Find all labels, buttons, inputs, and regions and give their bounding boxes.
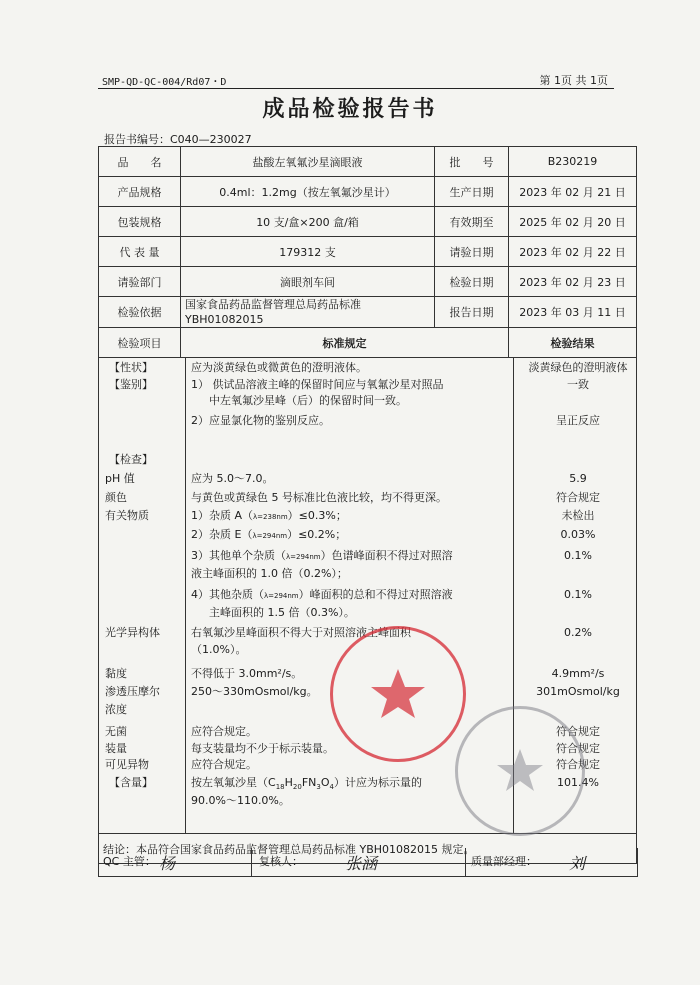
- fill-standard: 每支装量均不少于标示装量。: [191, 742, 334, 755]
- related-name: 有关物质: [105, 509, 149, 522]
- quantity-value: 179312 支: [181, 237, 435, 267]
- assay-result: 101.4%: [557, 776, 599, 789]
- reviewer-label: 复核人：: [259, 855, 303, 868]
- color-standard: 与黄色或黄绿色 5 号标准比色液比较，均不得更深。: [191, 491, 447, 504]
- test-date-label: 检验日期: [435, 267, 509, 297]
- viscosity-name: 黏度: [105, 667, 127, 680]
- quantity-label: 代 表 量: [99, 237, 181, 267]
- appearance-name: 【性状】: [109, 361, 153, 374]
- identification-std-1a: 1） 供试品溶液主峰的保留时间应与氧氟沙星对照品: [191, 378, 444, 391]
- report-number: 报告书编号：C040—230027: [104, 133, 252, 146]
- sterility-result: 符合规定: [556, 725, 600, 738]
- sterility-name: 无菌: [105, 725, 127, 738]
- assay-standard-2: 90.0%～110.0%。: [191, 794, 290, 807]
- name-value: 盐酸左氧氟沙星滴眼液: [181, 147, 435, 177]
- ph-name: pH 值: [105, 472, 135, 485]
- signature-divider-1: [251, 848, 252, 876]
- spec-label: 产品规格: [99, 177, 181, 207]
- row-department: [99, 267, 637, 297]
- signature-divider-2: [465, 848, 466, 876]
- production-date-label: 生产日期: [435, 177, 509, 207]
- assay-name: 【含量】: [109, 776, 153, 789]
- fill-name: 装量: [105, 742, 127, 755]
- qc-signature: 杨: [159, 854, 176, 873]
- package-label: 包装规格: [99, 207, 181, 237]
- qc-label: QC 主管：: [103, 855, 156, 868]
- related-a-standard: 1）杂质 A（λ=238nm）≤0.3%；: [191, 509, 347, 522]
- visible-particles-result: 符合规定: [556, 758, 600, 771]
- row-package: [99, 207, 637, 237]
- ph-standard: 应为 5.0～7.0。: [191, 472, 274, 485]
- osmolality-result: 301mOsmol/kg: [536, 685, 620, 698]
- identification-name: 【鉴别】: [109, 378, 153, 391]
- related-a-result: 未检出: [561, 509, 595, 522]
- color-name: 颜色: [105, 491, 127, 504]
- package-value: 10 支/盒×200 盒/箱: [181, 207, 435, 237]
- row-headers: [99, 328, 637, 358]
- row-quantity: [99, 237, 637, 267]
- header-result: 检验结果: [509, 328, 637, 358]
- row-product-name: [99, 147, 637, 177]
- batch-value: B230219: [509, 147, 637, 177]
- batch-label: 批 号: [435, 147, 509, 177]
- related-total-standard-2: 主峰面积的 1.5 倍（0.3%）。: [209, 606, 355, 619]
- related-total-result: 0.1%: [564, 588, 592, 601]
- viscosity-result: 4.9mm²/s: [551, 667, 605, 680]
- viscosity-standard: 不得低于 3.0mm²/s。: [191, 667, 303, 680]
- production-date-value: 2023 年 02 月 21 日: [509, 177, 637, 207]
- header-standard: 标准规定: [181, 328, 509, 358]
- qa-manager-signature: 刘: [569, 854, 586, 873]
- visible-particles-standard: 应符合规定。: [191, 758, 257, 771]
- color-result: 符合规定: [556, 491, 600, 504]
- basis-code: YBH01082015: [185, 313, 264, 326]
- report-date-label: 报告日期: [435, 297, 509, 328]
- fill-result: 符合规定: [556, 742, 600, 755]
- request-date-value: 2023 年 02 月 22 日: [509, 237, 637, 267]
- page-info: 第 1页 共 1页: [539, 74, 608, 87]
- appearance-standard: 应为淡黄绿色或微黄色的澄明液体。: [191, 361, 367, 374]
- appearance-result: 淡黄绿色的澄明液体: [528, 361, 628, 374]
- identification-result-2: 呈正反应: [556, 414, 600, 427]
- optical-result: 0.2%: [564, 626, 592, 639]
- grey-seal-stamp: [455, 706, 585, 836]
- row-basis: [99, 297, 637, 328]
- grey-seal-star-icon: [458, 709, 582, 833]
- signature-row: [98, 848, 638, 877]
- report-date-value: 2023 年 03 月 11 日: [509, 297, 637, 328]
- related-e-standard: 2）杂质 E（λ=294nm）≤0.2%；: [191, 528, 347, 541]
- spec-value: 0.4ml：1.2mg（按左氧氟沙星计）: [181, 177, 435, 207]
- document-code: SMP-QD-QC-004/Rd07・D: [102, 77, 227, 88]
- assay-standard: 按左氧氟沙星$(C_{18}H_{20}FN_3O_4)$计应为标示量的: [191, 776, 422, 792]
- optical-name: 光学异构体: [105, 626, 160, 639]
- related-e-result: 0.03%: [560, 528, 596, 541]
- expiry-label: 有效期至: [435, 207, 509, 237]
- ph-result: 5.9: [569, 472, 587, 485]
- basis-label: 检验依据: [99, 297, 181, 328]
- red-inspection-seal-stamp: [330, 626, 466, 762]
- identification-result-1: 一致: [567, 378, 589, 391]
- related-single-standard-2: 液主峰面积的 1.0 倍（0.2%）；: [191, 567, 348, 580]
- row-spec: [99, 177, 637, 207]
- expiry-value: 2025 年 02 月 20 日: [509, 207, 637, 237]
- related-single-result: 0.1%: [564, 549, 592, 562]
- optical-standard-a: 右氧氟沙星峰面积不得大于对照溶液主峰面积: [191, 626, 411, 639]
- identification-std-2: 2）应显氯化物的鉴别反应。: [191, 414, 330, 427]
- header-rule: [98, 88, 614, 89]
- osmolality-standard: 250～330mOsmol/kg。: [191, 685, 318, 698]
- report-title: 成品检验报告书: [262, 96, 438, 122]
- osmolality-name-a: 渗透压摩尔: [105, 685, 160, 698]
- basis-standard: 国家食品药品监督管理总局药品标准: [185, 298, 361, 311]
- name-label: 品 名: [99, 147, 181, 177]
- optical-standard-b: （1.0%）。: [191, 643, 247, 656]
- visible-particles-name: 可见异物: [105, 758, 149, 771]
- header-item: 检验项目: [99, 328, 181, 358]
- department-label: 请验部门: [99, 267, 181, 297]
- red-seal-star-icon: [333, 629, 463, 759]
- sterility-standard: 应符合规定。: [191, 725, 257, 738]
- osmolality-name-b: 浓度: [105, 703, 127, 716]
- department-value: 滴眼剂车间: [181, 267, 435, 297]
- related-single-standard: 3）其他单个杂质（λ=294nm）色谱峰面积不得过对照溶: [191, 549, 453, 562]
- test-date-value: 2023 年 02 月 23 日: [509, 267, 637, 297]
- basis-value: [181, 297, 435, 328]
- separator-1: [185, 358, 186, 833]
- request-date-label: 请验日期: [435, 237, 509, 267]
- related-total-standard: 4）其他杂质（λ=294nm）峰面积的总和不得过对照溶液: [191, 588, 453, 601]
- conclusion: 结论：本品符合国家食品药品监督管理总局药品标准 YBH01082015 规定。: [99, 834, 637, 864]
- qa-manager-label: 质量部经理：: [471, 855, 537, 868]
- check-title: 【检查】: [109, 453, 153, 466]
- reviewer-signature: 张涵: [345, 854, 378, 873]
- identification-std-1b: 中左氧氟沙星峰（后）的保留时间一致。: [209, 394, 407, 407]
